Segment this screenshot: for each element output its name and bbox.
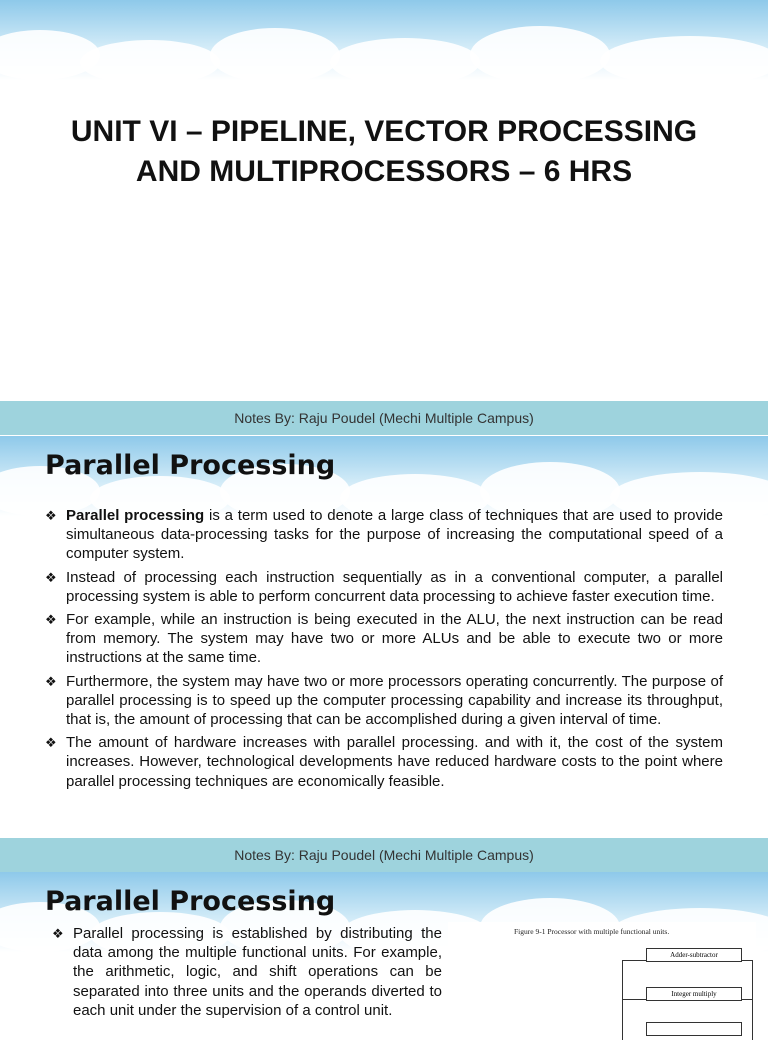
bullet-text: is a term used to denote a large class of techniques that are used to provide simultaneous data-processing tasks for the purpose of increasing the computational speed of a computer system. xyxy=(66,507,723,563)
slide-1 xyxy=(0,0,768,436)
bullet-item xyxy=(45,672,723,730)
bullet-diamond-icon: ❖ xyxy=(52,926,64,941)
bullet-item xyxy=(45,610,723,668)
integer-multiply-box: Integer multiply xyxy=(646,987,742,1001)
functional-unit-box xyxy=(646,1022,742,1036)
bullet-item xyxy=(45,506,723,564)
bullet-list xyxy=(45,506,723,795)
bullet-text: Instead of processing each instruction sequentially as in a conventional computer, a parallel processing system is able to perform concurrent data processing to achieve faster execution time. xyxy=(66,568,723,605)
bullet-list xyxy=(52,924,442,1024)
bullet-item xyxy=(45,568,723,606)
section-title: Parallel Processing xyxy=(45,886,336,917)
bullet-text: Parallel processing is established by distributing the data among the multiple functional units. For example, the arithmetic, logic, and shift operations can be separated into three units and the operands diverted to each unit under the supervision of a control unit. xyxy=(73,925,442,1019)
slide-footer: Notes By: Raju Poudel (Mechi Multiple Campus) xyxy=(0,838,768,872)
title-line-2: AND MULTIPROCESSORS – 6 HRS xyxy=(135,155,633,188)
bullet-text: For example, while an instruction is being executed in the ALU, the next instruction can be read from memory. The system may have two or more ALUs and be able to execute two or more instructions at the same time. xyxy=(66,611,723,667)
cloud-banner xyxy=(0,0,768,80)
bullet-bold-term: Parallel processing xyxy=(66,507,205,524)
slide-footer: Notes By: Raju Poudel (Mechi Multiple Campus) xyxy=(0,401,768,435)
bullet-diamond-icon: ❖ xyxy=(45,612,57,628)
bullet-diamond-icon: ❖ xyxy=(45,735,57,751)
title-line-1: UNIT VI – PIPELINE, VECTOR PROCESSING xyxy=(70,115,698,148)
bullet-diamond-icon: ❖ xyxy=(45,673,57,689)
bullet-diamond-icon: ❖ xyxy=(45,569,57,585)
figure-multiple-functional-units xyxy=(448,922,756,1032)
bullet-item xyxy=(52,924,442,1020)
bullet-text: The amount of hardware increases with parallel processing. and with it, the cost of the system increases. However, technological developments have reduced hardware costs to the point where parallel processing techniques are economically feasible. xyxy=(66,734,723,790)
bullet-text: Furthermore, the system may have two or more processors operating concurrently. The purpose of parallel processing is to speed up the computer processing capability and increase its throughput, that is, the amount of processing that can be accomplished during a given interval of time. xyxy=(66,672,723,729)
adder-subtractor-box: Adder-subtractor xyxy=(646,948,742,962)
bullet-diamond-icon: ❖ xyxy=(45,508,57,523)
bullet-item xyxy=(45,733,723,791)
slide-title xyxy=(0,112,768,192)
figure-caption: Figure 9-1 Processor with multiple functional units. xyxy=(514,927,670,936)
slide-2 xyxy=(0,436,768,872)
section-title: Parallel Processing xyxy=(45,450,336,481)
